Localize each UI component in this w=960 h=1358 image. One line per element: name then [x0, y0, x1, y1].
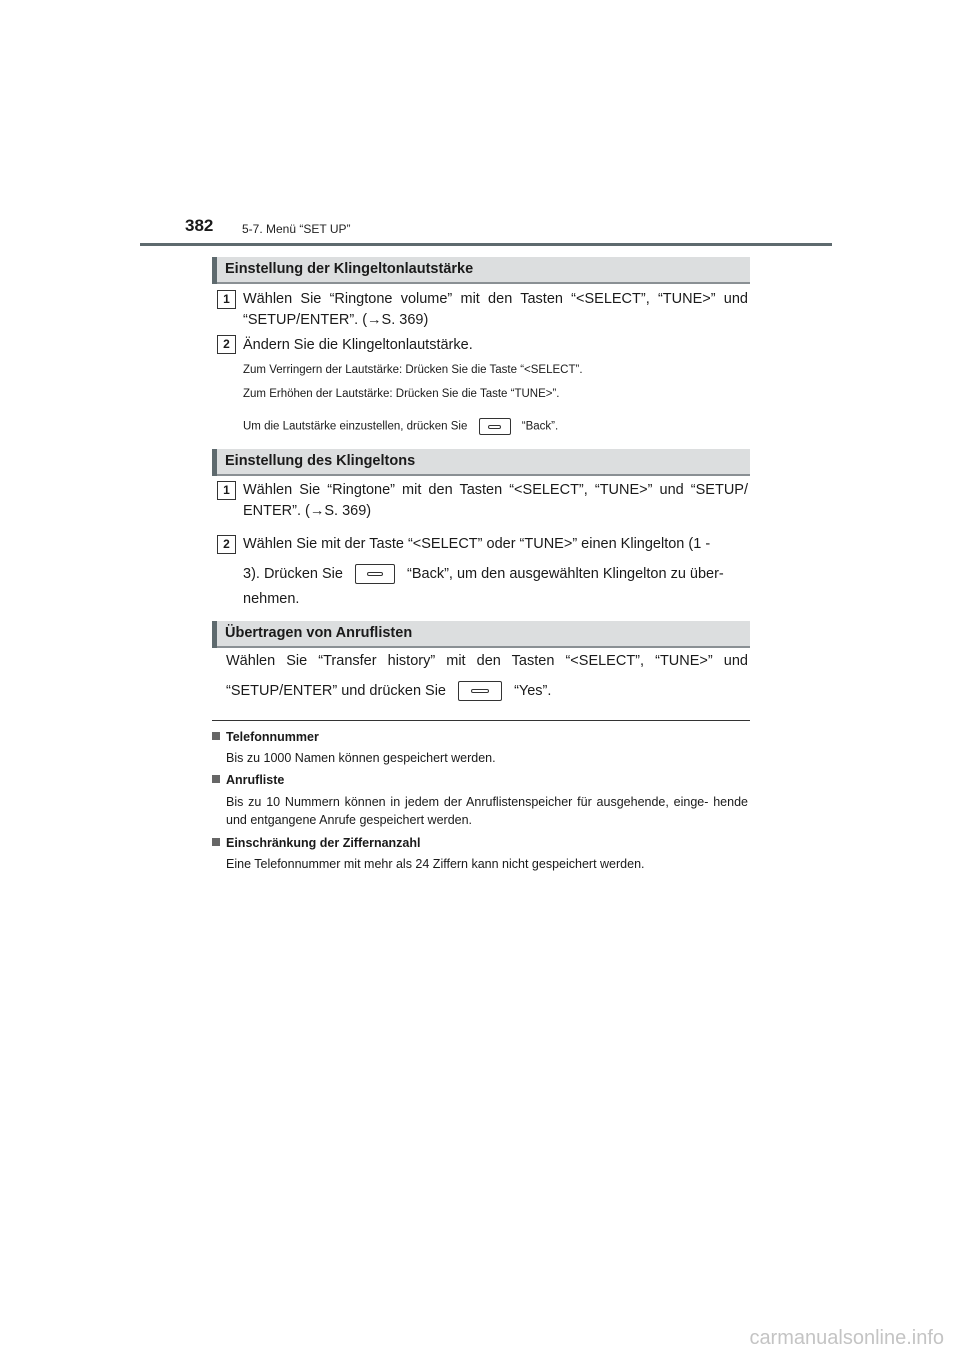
bullet-square-icon: [212, 838, 220, 846]
note-title-text: Einschränkung der Ziffernanzahl: [226, 836, 421, 850]
step-number-2: 2: [217, 535, 236, 554]
note-title-anrufliste: [212, 773, 284, 787]
step-text: Wählen Sie “Ringtone” mit den Tasten “<SELECT”, “TUNE>” und “SETUP/ ENTER”. (→S. 369): [243, 482, 748, 519]
transfer-text-post: “Yes”.: [514, 683, 552, 699]
back-button-icon: [355, 564, 395, 584]
note-title-telefonnummer: [212, 730, 319, 744]
section-header-ringtone-volume: [212, 257, 750, 284]
step-text-line3: nehmen.: [243, 591, 300, 607]
notes-divider: [212, 720, 750, 721]
step-text-pre: 3). Drücken Sie: [243, 566, 343, 582]
section-title: Übertragen von Anruflisten: [225, 625, 413, 641]
back-button-icon: [479, 418, 511, 435]
transfer-text-line1: Wählen Sie “Transfer history” mit den Tasten “<SELECT”, “TUNE>” und: [226, 653, 748, 669]
note-text: Bis zu 1000 Namen können gespeichert werden.: [226, 751, 496, 765]
section-title: Einstellung der Klingeltonlautstärke: [225, 261, 474, 277]
chapter-title: 5-7. Menü “SET UP”: [242, 222, 351, 236]
section-header-ringtone: [212, 449, 750, 476]
step-text-post: “Back”, um den ausgewählten Klingelton zu über-: [407, 566, 724, 582]
back-instruction: [243, 418, 558, 435]
section-header-transfer-history: [212, 621, 750, 648]
transfer-text-line2: [226, 681, 748, 702]
step-text: Ändern Sie die Klingeltonlautstärke.: [243, 337, 473, 353]
detail-text-decrease: Zum Verringern der Lautstärke: Drücken Sie die Taste “<SELECT”.: [243, 364, 583, 376]
back-instruction-post: “Back”.: [521, 420, 559, 433]
step-number-1: 1: [217, 481, 236, 500]
bullet-square-icon: [212, 732, 220, 740]
transfer-text-pre: “SETUP/ENTER” und drücken Sie: [226, 683, 446, 699]
note-title-text: Anrufliste: [226, 773, 285, 787]
watermark: carmanualsonline.info: [749, 1327, 944, 1349]
note-title-text: Telefonnummer: [226, 730, 319, 744]
bullet-square-icon: [212, 775, 220, 783]
detail-text-increase: Zum Erhöhen der Lautstärke: Drücken Sie die Taste “TUNE>”.: [243, 388, 560, 400]
page-number: 382: [185, 216, 214, 235]
note-text: Eine Telefonnummer mit mehr als 24 Ziffern kann nicht gespeichert werden.: [226, 857, 645, 871]
note-text: Bis zu 10 Nummern können in jedem der Anruflistenspeicher für ausgehende, einge- hende und entgangene Anrufe gespeichert werden.: [226, 795, 748, 827]
step-number-1: 1: [217, 290, 236, 309]
section-title: Einstellung des Klingeltons: [225, 453, 416, 469]
step-text: Wählen Sie “Ringtone volume” mit den Tasten “<SELECT”, “TUNE>” und “SETUP/ENTER”. (→S. 369): [243, 291, 748, 328]
back-instruction-pre: Um die Lautstärke einzustellen, drücken Sie: [243, 420, 468, 433]
header-rule: [140, 243, 832, 246]
step-number-2: 2: [217, 335, 236, 354]
step-text-line2: [243, 564, 748, 585]
yes-button-icon: [458, 681, 502, 701]
note-title-ziffernanzahl: [212, 836, 420, 850]
step-text-line1: Wählen Sie mit der Taste “<SELECT” oder “TUNE>” einen Klingelton (1 -: [243, 536, 711, 552]
